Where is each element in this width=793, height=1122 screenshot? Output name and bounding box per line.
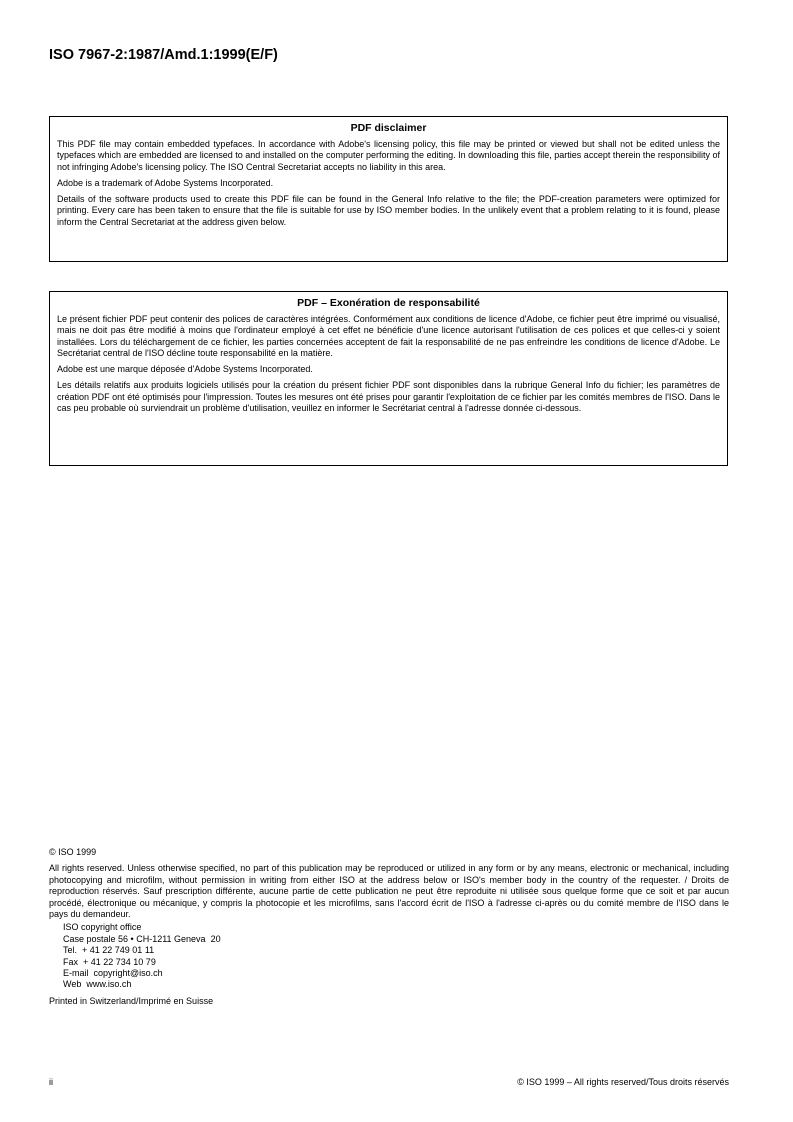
address-line: Tel. + 41 22 749 01 11	[63, 945, 155, 956]
address-line: Fax + 41 22 734 10 79	[63, 956, 156, 967]
address-line: Case postale 56 • CH-1211 Geneva 20	[63, 933, 221, 944]
disclaimer-fr-title: PDF – Exonération de responsabilité	[297, 297, 480, 309]
rights-statement: All rights reserved. Unless otherwise specified, no part of this publication may be reproduced or utilized in any form or by any means, electronic or mechanical, including photocopying and microfilm, without permission in writing from either ISO at the address below or ISO's member body in the country of the requester. / Droits de reproduction réservés. Sauf prescription différente, aucune partie de cette publication ne peut être reproduite ni utilisée sous quelque forme que ce soit et par aucun procédé, électronique ou mécanique, y compris la photocopie et les microfilms, sans l'accord écrit de l'ISO à l'adresse ci-après ou du comité membre de l'ISO dans le pays du demandeur.	[49, 863, 729, 920]
disclaimer-fr-paragraph: Adobe est une marque déposée d'Adobe Systems Incorporated.	[57, 364, 313, 375]
footer-rights: © ISO 1999 – All rights reserved/Tous droits réservés	[517, 1077, 729, 1087]
iso-address-block	[49, 922, 729, 990]
address-line: Web www.iso.ch	[63, 979, 132, 990]
disclaimer-en-paragraph: This PDF file may contain embedded typefaces. In accordance with Adobe's licensing policy, this file may be printed or viewed but shall not be edited unless the typefaces which are embedded are licensed to and installed on the computer performing the editing. In downloading this file, parties accept therein the responsibility of not infringing Adobe's licensing policy. The ISO Central Secretariat accepts no liability in this area.	[57, 139, 720, 172]
pdf-disclaimer-en	[49, 116, 728, 262]
disclaimer-fr-paragraph: Le présent fichier PDF peut contenir des polices de caractères intégrées. Conformément aux conditions de licence d'Adobe, ce fichier peut être imprimé ou visualisé, mais ne doit pas être modifié à moins que l'ordinateur employé à cet effet ne bénéficie d'une licence autorisant l'utilisation de ces polices et que celles-ci y soient installées. Lors du téléchargement de ce fichier, les parties concernées acceptent de fait la responsabilité de ne pas enfreindre les conditions de licence d'Adobe. Le Secrétariat central de l'ISO décline toute responsabilité en la matière.	[57, 314, 720, 358]
copyright-line: © ISO 1999	[49, 847, 97, 857]
document-id: ISO 7967-2:1987/Amd.1:1999(E/F)	[49, 47, 278, 63]
disclaimer-en-paragraph: Adobe is a trademark of Adobe Systems Incorporated.	[57, 177, 274, 188]
printed-in: Printed in Switzerland/Imprimé en Suisse	[49, 995, 214, 1006]
disclaimer-fr-paragraph: Les détails relatifs aux produits logiciels utilisés pour la création du présent fichier PDF sont disponibles dans la rubrique General Info du fichier; les paramètres de création PDF ont été optimisés pour l'impression. Toutes les mesures ont été prises pour garantir l'exploitation de ce fichier par les comités membres de l'ISO. Dans le cas peu probable où surviendrait un problème d'utilisation, veuillez en informer le Secrétariat central à l'adresse donnée ci-dessous.	[57, 380, 720, 414]
page-number: ii	[49, 1077, 53, 1087]
address-line: E-mail copyright@iso.ch	[63, 968, 163, 979]
address-line: ISO copyright office	[63, 922, 142, 933]
disclaimer-en-paragraph: Details of the software products used to create this PDF file can be found in the General Info relative to the file; the PDF-creation parameters were optimized for printing. Every care has been taken to ensure that the file is suitable for use by ISO member bodies. In the unlikely event that a problem relating to it is found, please inform the Central Secretariat at the address given below.	[57, 194, 720, 227]
copyright-section	[49, 847, 729, 1007]
pdf-disclaimer-fr	[49, 291, 728, 466]
disclaimer-en-title: PDF disclaimer	[350, 122, 427, 134]
